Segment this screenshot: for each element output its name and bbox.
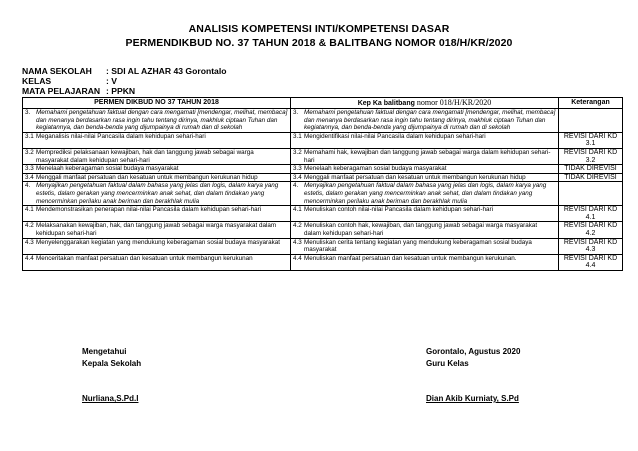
kd-text: Memahami pengetahuan faktual dengan cara mengamati [mendengar, melihat, membaca] dan menanya berdasarkan rasa ingin tahu tentang dirinya, makhluk ciptaan Tuhan dan kegiatannya, dan benda-benda yang dijumpainya di rumah dan di sekolah (36, 109, 288, 132)
kd-balitbang-cell (291, 254, 559, 270)
keterangan-cell: REVISI DARI KD 4.1 (559, 206, 623, 222)
header-balitbang-b: nomor 018/H/KR/2020 (416, 98, 492, 107)
kd-text: Menelaah keberagaman sosial budaya masyarakat (36, 165, 179, 173)
kd-number: 3.3 (293, 165, 302, 173)
sign-left-name: Nurliana,S.Pd.I (82, 394, 139, 403)
kd-balitbang-cell (291, 165, 559, 174)
sign-left-block (82, 346, 141, 370)
kd-balitbang-cell (291, 182, 559, 206)
sign-right-line2: Guru Kelas (426, 359, 469, 368)
keterangan-cell: REVISI DARI KD 4.2 (559, 222, 623, 238)
kd-number: 4. (293, 182, 299, 190)
kd-permendikbud-cell (23, 148, 291, 164)
table-row (23, 182, 623, 206)
kd-text: Menuliskan contoh hak, kewajiban, dan tanggung jawab sebagai warga masyarakat dalam kehidupan sehari-hari (304, 222, 538, 237)
kd-number: 4. (25, 182, 31, 190)
document-title: ANALISIS KOMPETENSI INTI/KOMPETENSI DASAR (188, 23, 450, 35)
sign-left-line1: Mengetahui (82, 347, 127, 356)
meta-value: : PPKN (106, 86, 136, 96)
kd-number: 3.1 (25, 132, 34, 140)
kd-text: Menyelenggarakan kegiatan yang mendukung keberagaman sosial budaya masyarakat (36, 238, 280, 246)
header-permendikbud: PERMEN DIKBUD NO 37 TAHUN 2018 (23, 98, 291, 109)
table-row (23, 254, 623, 270)
kd-text: Melaksanakan kewajiban, hak, dan tanggung jawab sebagai warga masyarakat dalam kehidupan sehari-hari (36, 222, 277, 237)
document-subtitle: PERMENDIKBUD NO. 37 TAHUN 2018 & BALITBANG NOMOR 018/H/KR/2020 (125, 37, 513, 49)
table-row (23, 173, 623, 182)
kd-text: Menuliskan cerita tentang kegiatan yang mendukung keberagaman sosial budaya masyarakat (304, 238, 532, 254)
kd-number: 4.1 (293, 206, 302, 214)
kd-balitbang-cell (291, 206, 559, 222)
kd-number: 4.1 (25, 206, 34, 214)
kd-text: Memahami pengetahuan faktual dengan cara mengamati [mendengar, melihat, membaca] dan menanya berdasarkan rasa ingin tahu tentang dirinya, makhluk ciptaan Tuhan dan kegiatannya, dan benda-benda yang dijumpainya di rumah dan di sekolah (304, 109, 556, 132)
meta-value: : SDI AL AZHAR 43 Gorontalo (106, 66, 227, 76)
table-row (23, 148, 623, 164)
sign-left-line2: Kepala Sekolah (82, 359, 142, 368)
kd-text: Mengidentifikasi nilai-nilai Pancasila dalam kehidupan sehari-hari (304, 132, 486, 140)
header-keterangan: Keterangan (559, 98, 623, 109)
table-row (23, 206, 623, 222)
kd-number: 4.3 (25, 238, 34, 246)
kd-permendikbud-cell (23, 254, 291, 270)
kd-balitbang-cell (291, 109, 559, 133)
kd-text: Mendemonstrasikan penerapan nilai-nilai Pancasila dalam kehidupan sehari-hari (36, 206, 262, 214)
meta-value: : V (106, 76, 117, 86)
kd-permendikbud-cell (23, 165, 291, 174)
kd-text: Menggali manfaat persatuan dan kesatuan untuk membangun kerukunan hidup (36, 173, 258, 181)
kd-balitbang-cell (291, 238, 559, 254)
kd-text: Menggali manfaat persatuan dan kesatuan untuk membangun kerukunan hidup (304, 173, 526, 181)
kd-text: Memprediksi pelaksanaan kewajiban, hak dan tanggung jawab sebagai warga masyarakat dalam kehidupan sehari-hari (36, 148, 254, 164)
kd-number: 4.2 (293, 222, 302, 230)
keterangan-cell: TIDAK DIREVISI (559, 165, 623, 174)
table-header-row (23, 98, 623, 109)
kd-analysis-table (22, 97, 623, 271)
keterangan-cell (559, 109, 623, 133)
kd-permendikbud-cell (23, 206, 291, 222)
table-row (23, 132, 623, 148)
meta-label: MATA PELAJARAN (22, 86, 101, 96)
kd-number: 4.2 (25, 222, 34, 230)
kd-number: 3.2 (25, 148, 34, 156)
keterangan-cell: REVISI DARI KD 4.4 (559, 254, 623, 270)
kd-number: 3.4 (25, 173, 34, 181)
sign-right-line1: Gorontalo, Agustus 2020 (426, 347, 521, 356)
kd-text: Meganalisis nilai-nilai Pancasila dalam kehidupan sehari-hari (36, 132, 206, 140)
kd-permendikbud-cell (23, 238, 291, 254)
kd-balitbang-cell (291, 222, 559, 238)
sign-right-name: Dian Akib Kurniaty, S.Pd (426, 394, 519, 403)
kd-permendikbud-cell (23, 109, 291, 133)
kd-number: 3. (25, 109, 31, 116)
table-row (23, 165, 623, 174)
kd-text: Menyajikan pengetahuan faktual dalam bahasa yang jelas dan logis, dalam karya yang estetis, dalam gerakan yang mencerminkan anak sehat, dan dalam tindakan yang mencerminkan perilaku anak beriman dan berakhlak mulia (304, 182, 547, 205)
kd-number: 3.2 (293, 148, 302, 156)
kd-permendikbud-cell (23, 222, 291, 238)
kd-number: 3.3 (25, 165, 34, 173)
keterangan-cell: REVISI DARI KD 3.2 (559, 148, 623, 164)
kd-number: 4.3 (293, 238, 302, 246)
kd-permendikbud-cell (23, 182, 291, 206)
kd-text: Menuliskan contoh nilai-nilai Pancasila dalam kehidupan sehari-hari (304, 206, 494, 214)
kd-text: Menuliskan manfaat persatuan dan kesatuan untuk membangun kerukunan. (304, 254, 517, 262)
kd-permendikbud-cell (23, 173, 291, 182)
kd-text: Menceritakan manfaat persatuan dan kesatuan untuk membangun kerukunan (36, 254, 253, 262)
table-row (23, 109, 623, 133)
kd-number: 4.4 (25, 254, 34, 262)
kd-permendikbud-cell (23, 132, 291, 148)
header-balitbang-a: Kep Ka balitbang (357, 100, 415, 107)
table-row (23, 222, 623, 238)
header-balitbang (291, 98, 559, 109)
kd-number: 3.1 (293, 132, 302, 140)
kd-balitbang-cell (291, 132, 559, 148)
kd-text: Memahami hak, kewajiban dan tanggung jawab sebagai warga dalam kehidupan sehari-hari (304, 148, 551, 164)
keterangan-cell: REVISI DARI KD 4.3 (559, 238, 623, 254)
keterangan-cell (559, 182, 623, 206)
kd-balitbang-cell (291, 173, 559, 182)
kd-balitbang-cell (291, 148, 559, 164)
kd-text: Menyajikan pengetahuan faktual dalam bahasa yang jelas dan logis, dalam karya yang estetis, dalam gerakan yang mencerminkan anak sehat, dan dalam tindakan yang mencerminkan perilaku anak beriman dan berakhlak mulia (36, 182, 279, 205)
kd-number: 3.4 (293, 173, 302, 181)
keterangan-cell: REVISI DARI KD 3.1 (559, 132, 623, 148)
meta-school (22, 66, 226, 76)
keterangan-cell: TIDAK DIREVISI (559, 173, 623, 182)
table-row (23, 238, 623, 254)
kd-number: 3. (293, 109, 299, 116)
meta-subject (22, 86, 135, 96)
meta-label: KELAS (22, 76, 52, 86)
sign-right-block (426, 346, 520, 370)
kd-number: 4.4 (293, 254, 302, 262)
kd-text: Menelaah keberagaman sosial budaya masyarakat (304, 165, 447, 173)
meta-class (22, 76, 117, 86)
meta-label: NAMA SEKOLAH (22, 66, 92, 76)
